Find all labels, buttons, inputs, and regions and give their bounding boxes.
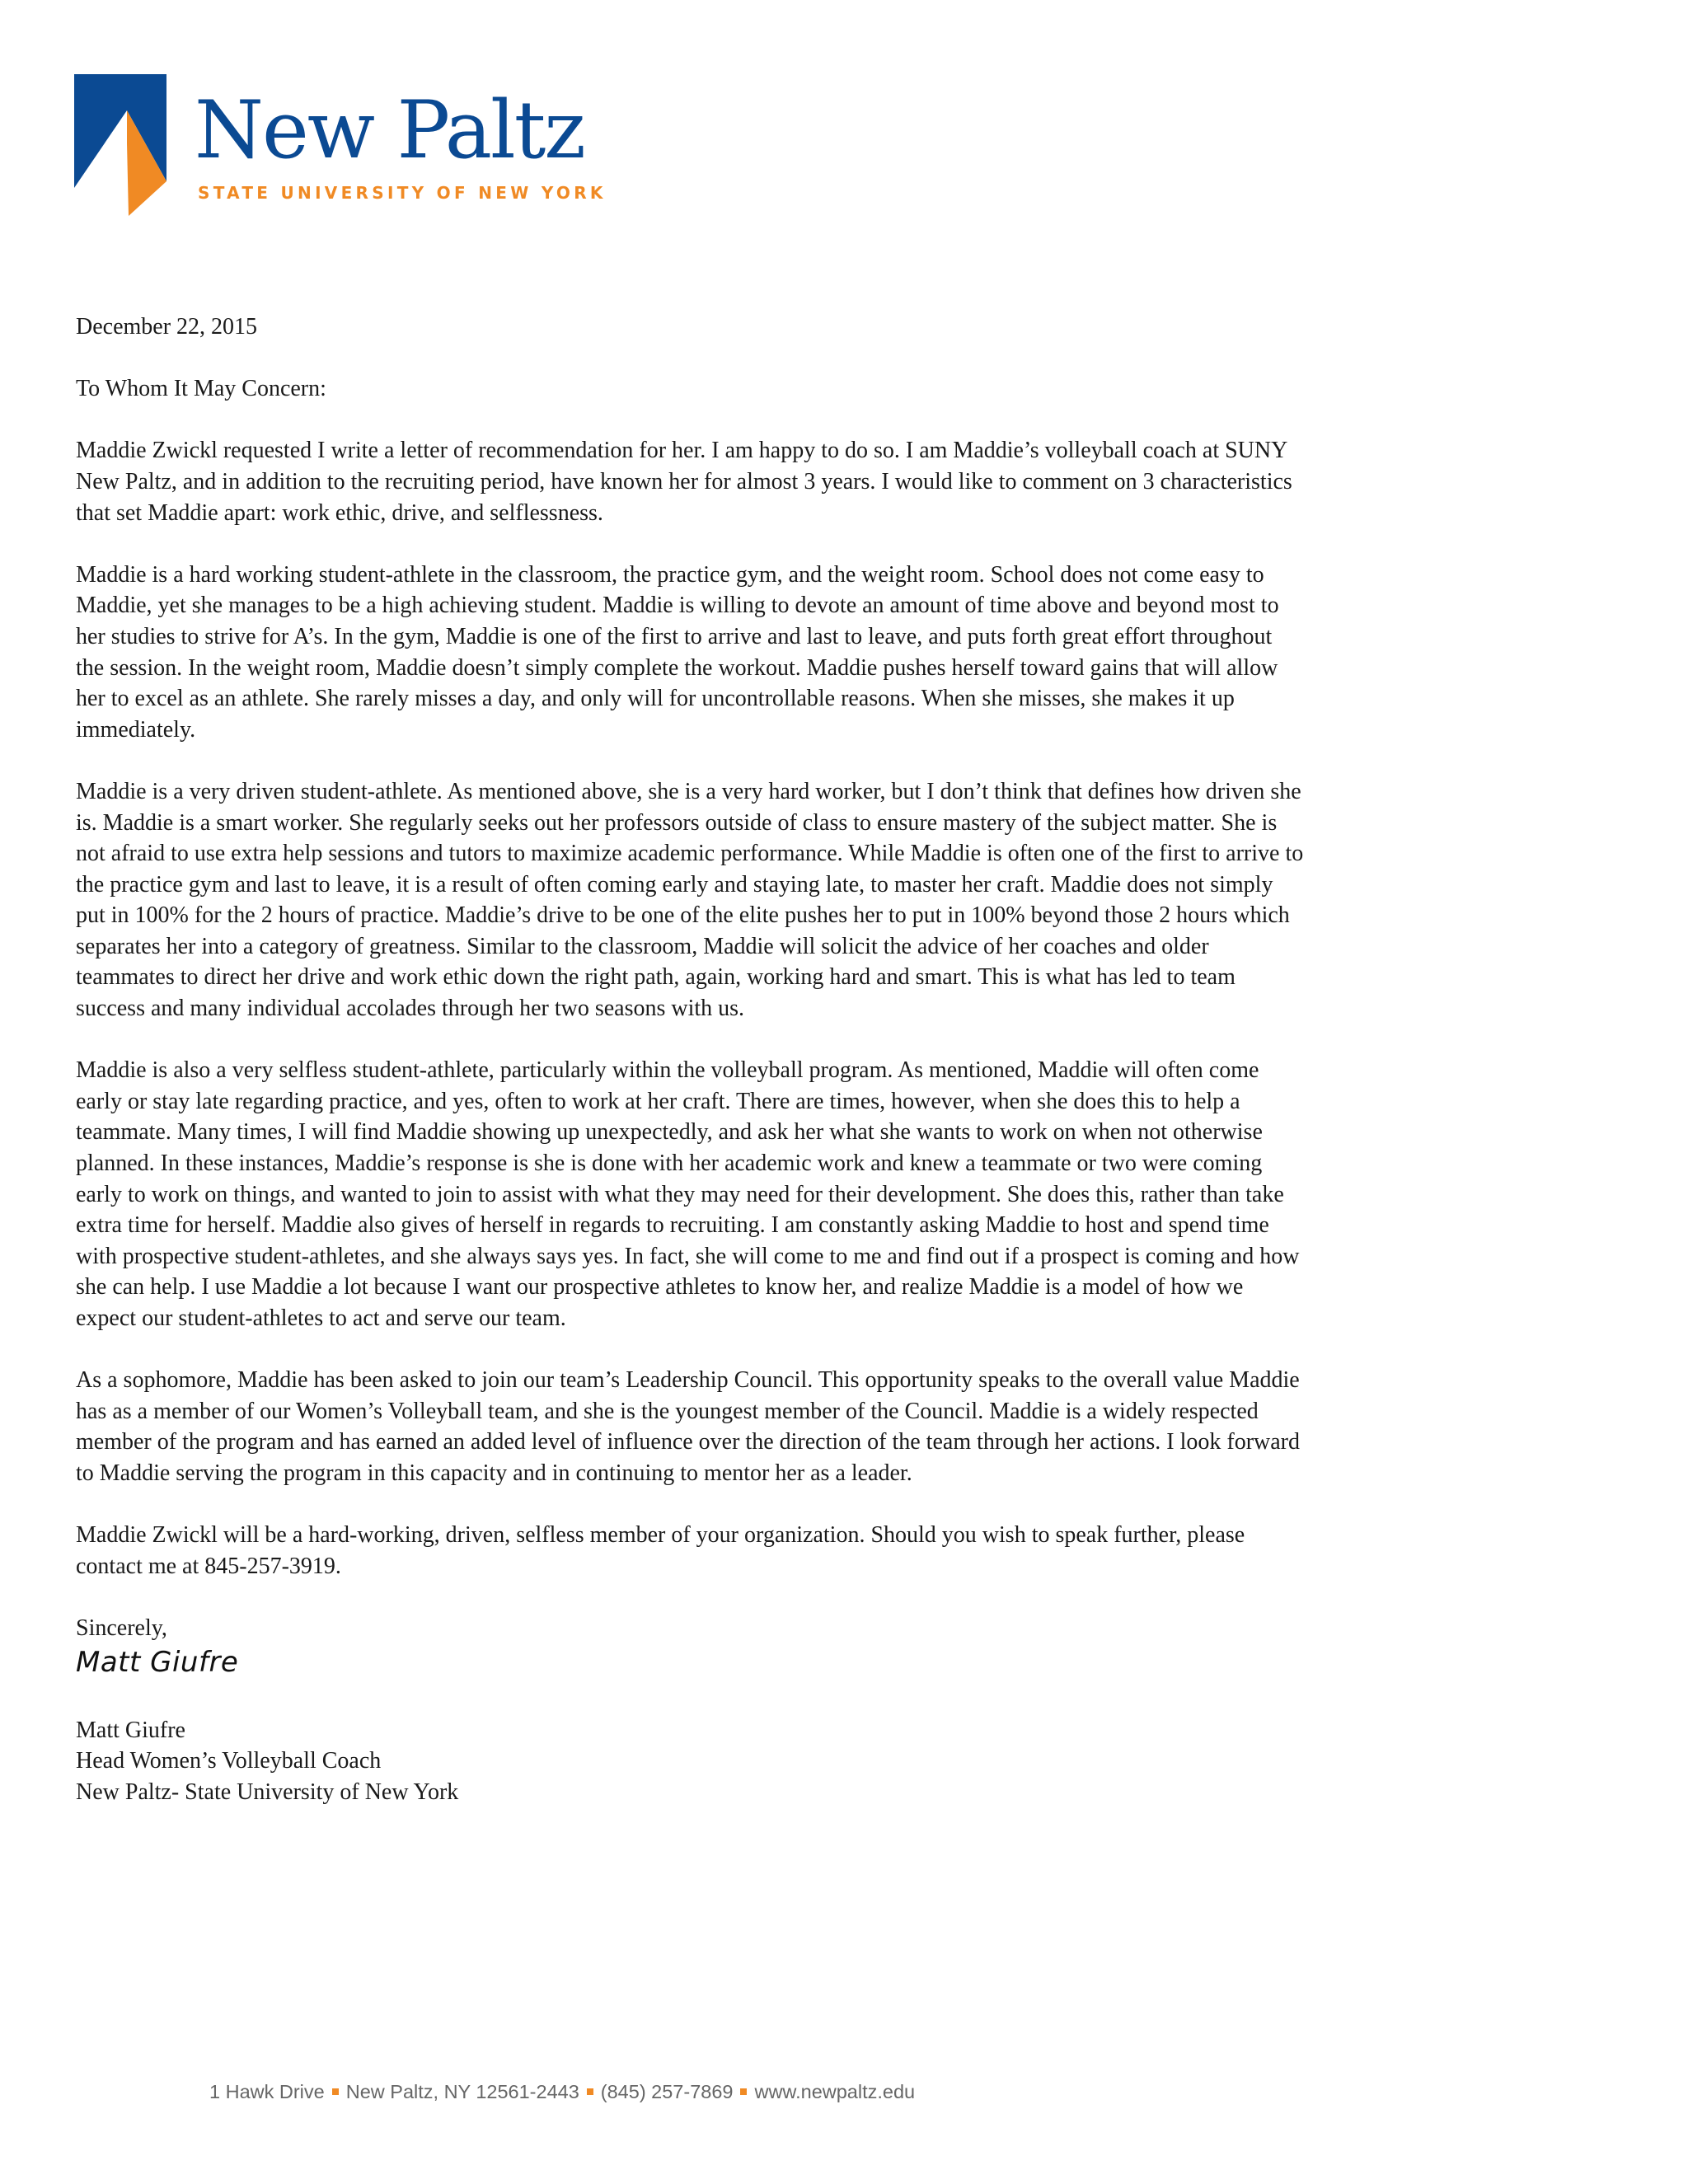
signer-title: Head Women’s Volleyball Coach bbox=[76, 1748, 382, 1774]
letter-paragraph: Maddie is a hard working student-athlete in the classroom, the practice gym, and the weight room. School does not come easy to Maddie, yet she manages to be a high achieving student. Maddie is willing to devote an amount of time above and beyond most to her studies to strive for A’s. In the gym, Maddie is one of the first to arrive and last to leave, and puts forth great effort throughout the session. In the weight room, Maddie doesn’t simply complete the workout. Maddie pushes herself toward gains that will allow her to excel as an athlete. She rarely misses a day, and only will for uncontrollable reasons. When she misses, she makes it up immediately. bbox=[76, 561, 1279, 743]
letter-date: December 22, 2015 bbox=[76, 314, 258, 340]
letter-body bbox=[76, 312, 1304, 1807]
new-paltz-logo-icon bbox=[74, 74, 169, 216]
footer-separator-icon bbox=[740, 2088, 747, 2095]
letter-closing: Sincerely, bbox=[76, 1615, 167, 1641]
letter-paragraph: As a sophomore, Maddie has been asked to join our team’s Leadership Council. This opportunity speaks to the overall value Maddie has as a member of our Women’s Volleyball team, and she is the youngest member of the Council. Maddie is a widely respected member of the program and has earned an added level of influence over the direction of the team through her actions. I look forward to Maddie serving the program in this capacity and in continuing to mentor her as a leader. bbox=[76, 1367, 1300, 1486]
footer-separator-icon bbox=[332, 2088, 339, 2095]
signer-organization: New Paltz- State University of New York bbox=[76, 1779, 459, 1805]
institution-subtitle: STATE UNIVERSITY OF NEW YORK bbox=[198, 183, 607, 203]
letter-paragraph: Maddie is also a very selfless student-athlete, particularly within the volleyball program. As mentioned, Maddie will often come early or stay late regarding practice, and yes, often to work at her craft. There are times, however, when she does this to help a teammate. Many times, I will find Maddie showing up unexpectedly, and ask her what she wants to work on when not otherwise planned. In these instances, Maddie’s response is she is done with her academic work and knew a teammate or two were coming early to work on things, and wanted to join to assist with what they may need for their development. She does this, rather than take extra time for herself. Maddie also gives of herself in regards to recruiting. I am constantly asking Maddie to host and spend time with prospective student-athletes, and she always says yes. In fact, she will come to me and find out if a prospect is coming and how she can help. I use Maddie a lot because I want our prospective athletes to know her, and realize Maddie is a model of how we expect our student-athletes to act and serve our team. bbox=[76, 1057, 1300, 1331]
letter-paragraph: Maddie Zwickl requested I write a letter of recommendation for her. I am happy to do so. I am Maddie’s volleyball coach at SUNY New Paltz, and in addition to the recruiting period, have known her for almost 3 years. I would like to comment on 3 characteristics that set Maddie apart: work ethic, drive, and selflessness. bbox=[76, 438, 1292, 526]
letterhead-footer bbox=[209, 2079, 915, 2104]
footer-phone: (845) 257-7869 bbox=[600, 2081, 734, 2102]
handwritten-signature: Matt Giufre bbox=[76, 1645, 239, 1679]
footer-city: New Paltz, NY 12561-2443 bbox=[345, 2081, 579, 2102]
footer-separator-icon bbox=[587, 2088, 593, 2095]
footer-website: www.newpaltz.edu bbox=[754, 2081, 916, 2102]
letterhead-logo bbox=[74, 74, 607, 223]
letter-salutation: To Whom It May Concern: bbox=[76, 376, 326, 402]
footer-address: 1 Hawk Drive bbox=[209, 2081, 325, 2102]
signer-name: Matt Giufre bbox=[76, 1717, 185, 1743]
letter-paragraph: Maddie is a very driven student-athlete. As mentioned above, she is a very hard worker, but I don’t think that defines how driven she is. Maddie is a smart worker. She regularly seeks out her professors outside of class to ensure mastery of the subject matter. She is not afraid to use extra help sessions and tutors to maximize academic performance. While Maddie is often one of the first to arrive to the practice gym and last to leave, it is a result of often coming early and staying late, to master her craft. Maddie does not simply put in 100% for the 2 hours of practice. Maddie’s drive to be one of the elite pushes her to put in 100% beyond those 2 hours which separates her into a category of greatness. Similar to the classroom, Maddie will solicit the advice of her coaches and older teammates to direct her drive and work ethic down the right path, again, working hard and smart. This is what has led to team success and many individual accolades through her two seasons with us. bbox=[76, 778, 1304, 1022]
letter-paragraph: Maddie Zwickl will be a hard-working, driven, selfless member of your organization. Should you wish to speak further, please contact me at 845-257-3919. bbox=[76, 1522, 1245, 1579]
institution-name: New Paltz bbox=[195, 84, 584, 176]
